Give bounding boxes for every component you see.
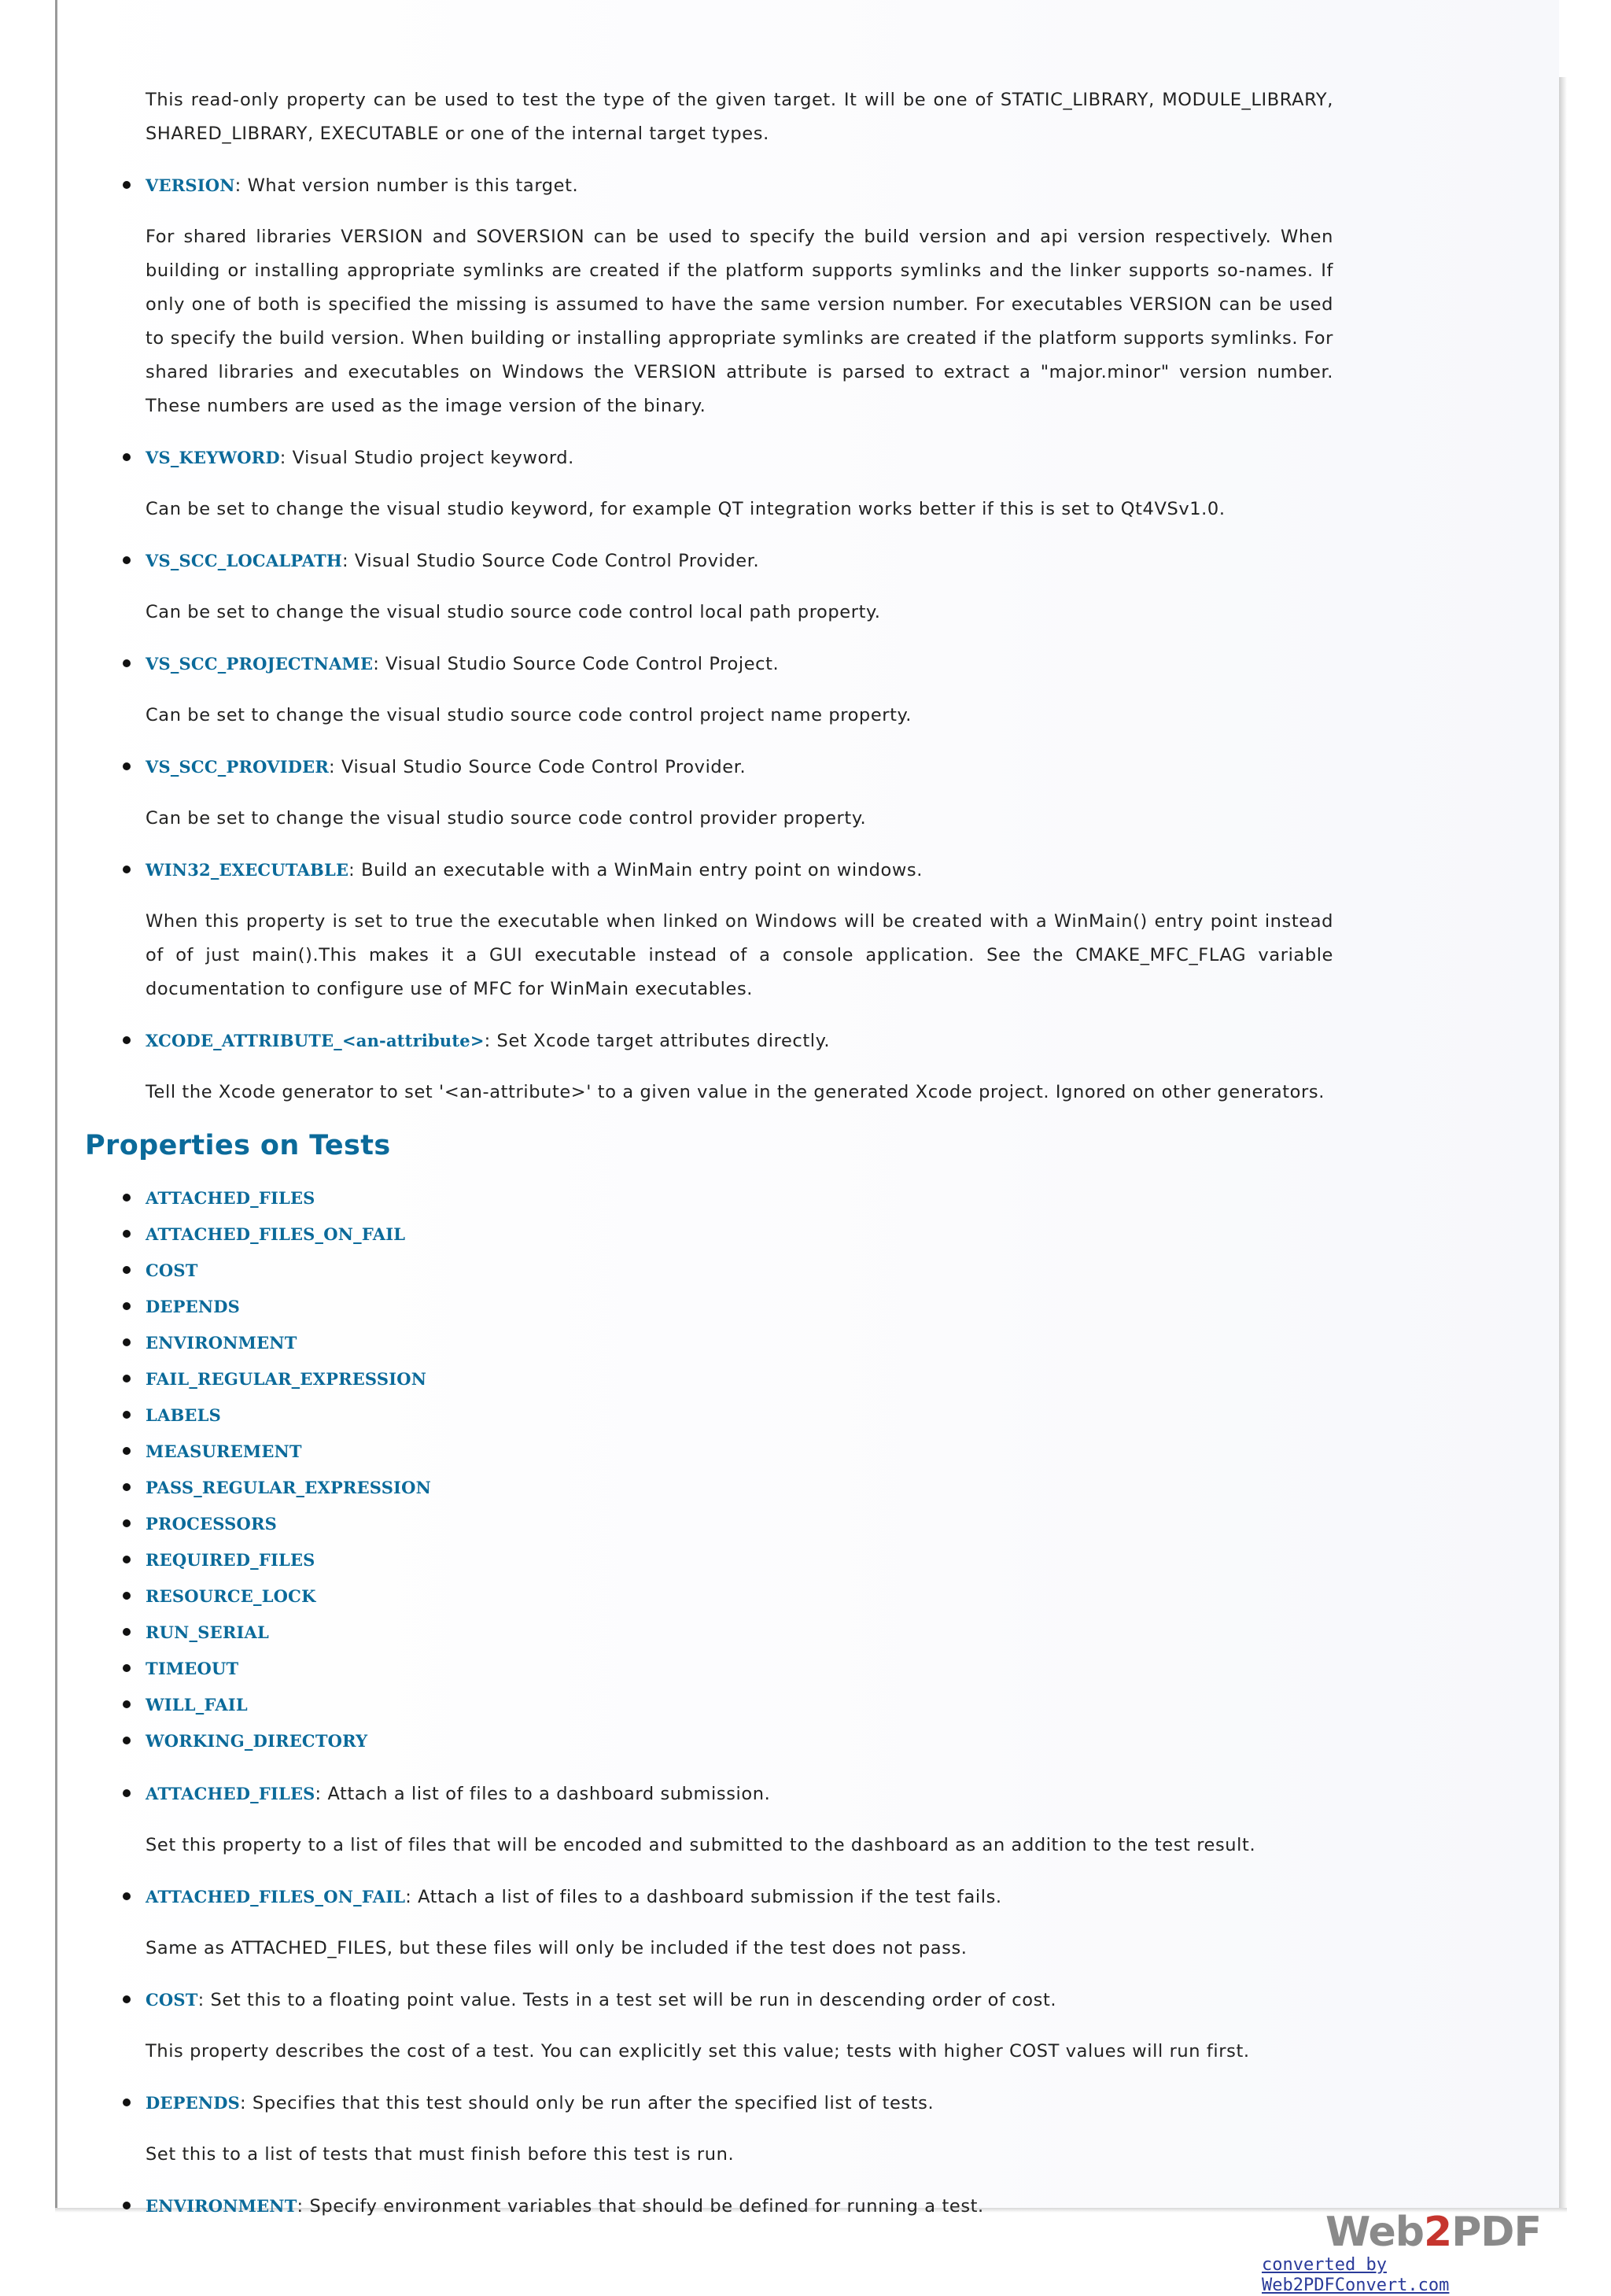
toc-item [146,1253,1333,1289]
property-item [146,1880,1333,1914]
bullet-icon [123,1375,131,1382]
toc-link[interactable]: ATTACHED_FILES_ON_FAIL [146,1224,406,1244]
property-item [146,544,1333,578]
property-item [146,441,1333,475]
property-item [146,1983,1333,2017]
bullet-icon [123,1230,131,1238]
toc-item [146,1687,1333,1723]
property-description: For shared libraries VERSION and SOVERSION can be used to specify the build version and api version respectively. When building or installing appropriate symlinks are created if the platform supports symlinks and the linker supports so-names. If only one of both is specified the missing is assumed to have the same version number. For executables VERSION can be used to specify the build version. When building or installing appropriate symlinks are created if the platform supports symlinks. For shared libraries and executables on Windows the VERSION attribute is parsed to extract a "major.minor" version number. These numbers are used as the image version of the binary. [146,227,1333,416]
bullet-icon [123,181,131,189]
toc-link[interactable]: TIMEOUT [146,1659,239,1678]
property-summary: : Visual Studio project keyword. [279,448,574,468]
test-properties-list [90,1777,1333,2224]
bullet-icon [123,1266,131,1274]
bullet-icon [123,1628,131,1636]
bullet-icon [123,762,131,770]
property-description: Can be set to change the visual studio source code control project name property. [146,705,912,725]
property-description: When this property is set to true the executable when linked on Windows will be created with a WinMain() entry point instead of of just main().This makes it a GUI executable instead of a console application. See the CMAKE_MFC_FLAG variable documentation to configure use of MFC for WinMain executables. [146,911,1333,999]
property-description: Can be set to change the visual studio keyword, for example QT integration works better if this is set to Qt4VSv1.0. [146,499,1226,519]
bullet-icon [123,556,131,564]
toc-link[interactable]: REQUIRED_FILES [146,1550,315,1570]
bullet-icon [123,1338,131,1346]
bullet-icon [123,1519,131,1527]
property-link[interactable]: ATTACHED_FILES_ON_FAIL [146,1887,406,1907]
bullet-icon [123,453,131,461]
property-description: Can be set to change the visual studio source code control provider property. [146,808,867,829]
type-description: This read-only property can be used to test the type of the given target. It will be one of STATIC_LIBRARY, MODULE_LIBRARY, SHARED_LIBRARY, EXECUTABLE or one of the internal target types. [146,90,1333,144]
bullet-icon [123,1700,131,1708]
toc-link[interactable]: PROCESSORS [146,1514,278,1534]
bullet-icon [123,1194,131,1202]
toc-link[interactable]: ATTACHED_FILES [146,1188,315,1208]
bullet-icon [123,1892,131,1900]
bullet-icon [123,1302,131,1310]
page-shadow-right [1559,77,1567,2208]
bullet-icon [123,1556,131,1563]
property-description: Tell the Xcode generator to set '<an-attribute>' to a given value in the generated Xcode project. Ignored on other generators. [146,1082,1325,1102]
bullet-icon [123,659,131,667]
property-description: Can be set to change the visual studio source code control local path property. [146,602,881,622]
bullet-icon [123,1447,131,1455]
toc-link[interactable]: COST [146,1261,198,1280]
bullet-icon [123,1483,131,1491]
toc-item [146,1470,1333,1506]
toc-item [146,1180,1333,1216]
property-link[interactable]: ATTACHED_FILES [146,1784,315,1803]
bullet-icon [123,1036,131,1044]
bullet-icon [123,1592,131,1600]
toc-link[interactable]: ENVIRONMENT [146,1333,297,1353]
property-link[interactable]: VS_SCC_LOCALPATH [146,551,342,570]
document-content [85,83,1333,2241]
property-description: Same as ATTACHED_FILES, but these files will only be included if the test does not pass. [146,1938,968,1958]
toc-item [146,1651,1333,1687]
bullet-icon [123,1737,131,1744]
bullet-icon [123,2099,131,2106]
test-properties-index [90,1180,1333,1759]
property-item [146,168,1333,203]
property-summary: : Attach a list of files to a dashboard submission. [315,1784,771,1804]
property-description: This property describes the cost of a test. You can explicitly set this value; tests with higher COST values will run first. [146,2041,1250,2062]
bullet-icon [123,2202,131,2209]
property-summary: : Specifies that this test should only be run after the specified list of tests. [240,2093,935,2113]
toc-item [146,1615,1333,1651]
toc-item [146,1506,1333,1542]
property-item [146,647,1333,681]
property-link[interactable]: COST [146,1990,198,2010]
toc-link[interactable]: RESOURCE_LOCK [146,1586,316,1606]
toc-item [146,1289,1333,1325]
property-summary: : Specify environment variables that should be defined for running a test. [297,2196,984,2217]
property-summary: : Visual Studio Source Code Control Project. [373,654,780,674]
property-item [146,1024,1333,1058]
property-link[interactable]: DEPENDS [146,2093,240,2113]
bullet-icon [123,1664,131,1672]
toc-item [146,1542,1333,1578]
web2pdf-logo: Web2PDF [1325,2209,1541,2256]
property-summary: : Build an executable with a WinMain entry point on windows. [348,860,923,880]
property-summary: : Attach a list of files to a dashboard submission if the test fails. [405,1887,1002,1907]
property-link[interactable]: WIN32_EXECUTABLE [146,860,349,880]
property-summary: : Visual Studio Source Code Control Provider. [329,757,747,777]
property-item [146,2086,1333,2121]
property-item [146,2189,1333,2224]
property-item [146,853,1333,888]
property-summary: : What version number is this target. [234,175,579,196]
toc-item [146,1723,1333,1759]
property-summary: : Visual Studio Source Code Control Provider. [341,551,760,571]
toc-link[interactable]: LABELS [146,1405,221,1425]
property-summary: : Set Xcode target attributes directly. [484,1031,831,1051]
property-link[interactable]: VERSION [146,175,235,195]
property-link[interactable]: XCODE_ATTRIBUTE_<an-attribute> [146,1031,485,1050]
converted-by-link[interactable]: converted by Web2PDFConvert.com [1262,2255,1450,2295]
toc-item [146,1325,1333,1361]
bullet-icon [123,866,131,873]
property-description: Set this property to a list of files that will be encoded and submitted to the dashboard as an addition to the test result. [146,1835,1256,1855]
toc-link[interactable]: FAIL_REGULAR_EXPRESSION [146,1369,427,1389]
bullet-icon [123,1789,131,1797]
toc-link[interactable]: PASS_REGULAR_EXPRESSION [146,1478,431,1497]
toc-item [146,1216,1333,1253]
toc-item [146,1397,1333,1434]
property-link[interactable]: ENVIRONMENT [146,2196,297,2216]
toc-item [146,1434,1333,1470]
property-item [146,750,1333,784]
toc-link[interactable]: MEASUREMENT [146,1441,302,1461]
property-link[interactable]: VS_SCC_PROJECTNAME [146,654,374,674]
property-summary: : Set this to a floating point value. Tests in a test set will be run in descending order of cost. [197,1990,1057,2010]
toc-item [146,1578,1333,1615]
target-properties-list [90,168,1333,1109]
toc-link[interactable]: RUN_SERIAL [146,1622,269,1642]
toc-link[interactable]: WORKING_DIRECTORY [146,1731,368,1751]
toc-link[interactable]: DEPENDS [146,1297,240,1316]
property-link[interactable]: VS_SCC_PROVIDER [146,757,330,777]
section-heading-tests: Properties on Tests [85,1130,391,1161]
toc-item [146,1361,1333,1397]
property-description: Set this to a list of tests that must finish before this test is run. [146,2144,735,2165]
bullet-icon [123,1995,131,2003]
toc-link[interactable]: WILL_FAIL [146,1695,248,1715]
property-item [146,1777,1333,1811]
bullet-icon [123,1411,131,1419]
property-link[interactable]: VS_KEYWORD [146,448,280,467]
